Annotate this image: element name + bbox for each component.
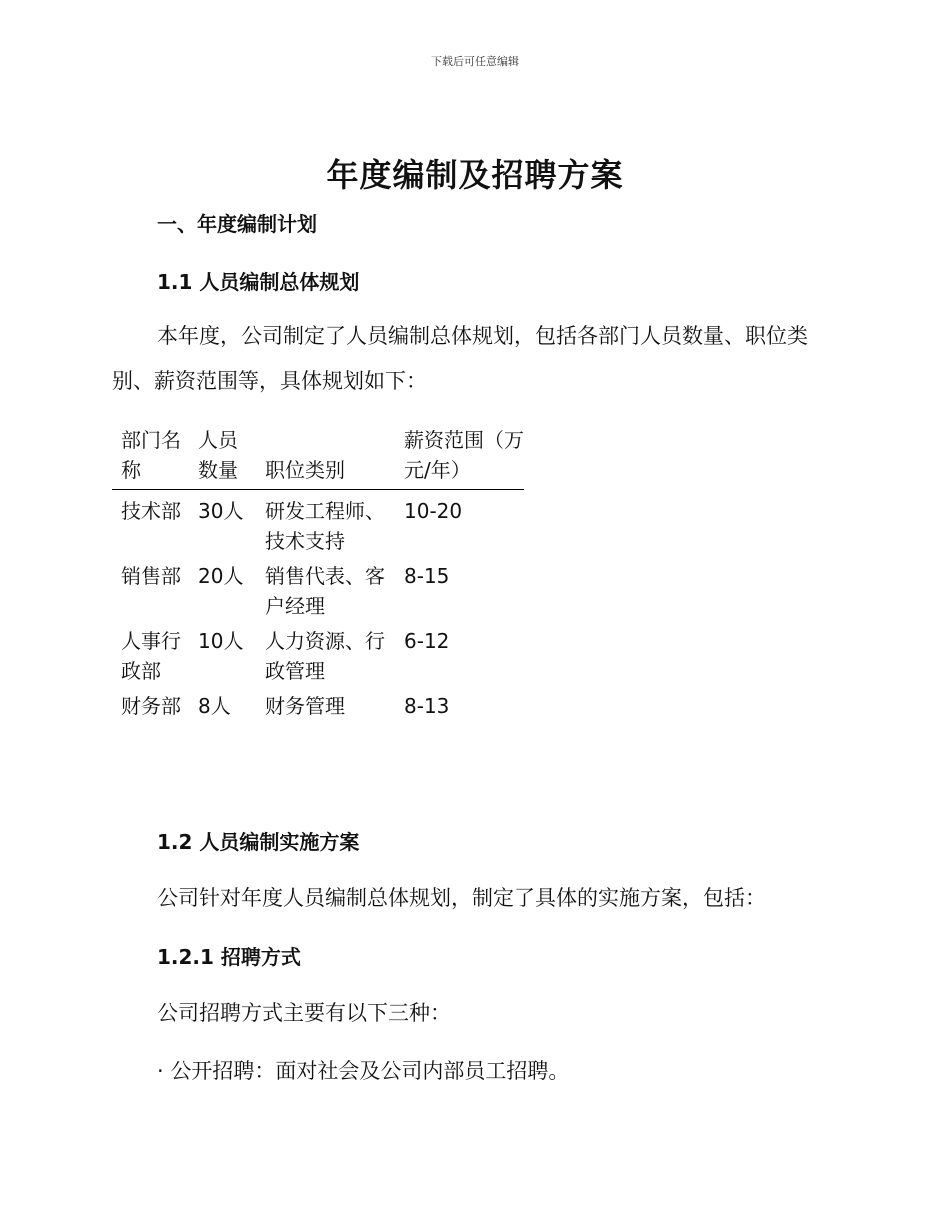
- table-cell: 8人: [198, 694, 231, 718]
- table-cell: 财务部: [121, 694, 181, 718]
- table-cell: 10人: [198, 629, 244, 653]
- table-cell: 人事行政部: [121, 629, 181, 683]
- subsection-heading-1-1: 1.1 人员编制总体规划: [157, 270, 360, 294]
- staffing-table: [112, 425, 524, 726]
- table-row: [112, 490, 524, 562]
- table-cell: 8-13: [404, 694, 450, 718]
- column-header-department: 部门名称: [121, 428, 181, 482]
- subsection-heading-1-2: 1.2 人员编制实施方案: [157, 830, 360, 854]
- section-heading: 一、年度编制计划: [157, 212, 317, 236]
- subsection-heading-1-2-1: 1.2.1 招聘方式: [157, 945, 301, 969]
- table-row: [112, 626, 524, 691]
- paragraph-recruitment-methods: 公司招聘方式主要有以下三种：: [157, 1001, 451, 1025]
- table-cell: 研发工程师、技术支持: [265, 499, 385, 553]
- table-header-row: [112, 425, 524, 490]
- column-header-salary: 薪资范围（万元/年）: [404, 428, 524, 482]
- paragraph-plan-intro: 本年度，公司制定了人员编制总体规划，包括各部门人员数量、职位类别、薪资范围等，具体规划如下：: [112, 324, 808, 393]
- table-cell: 人力资源、行政管理: [265, 629, 385, 683]
- column-header-headcount: 人员数量: [198, 428, 238, 482]
- table-row: [112, 691, 524, 726]
- bullet-item-public-recruitment: · 公开招聘：面对社会及公司内部员工招聘。: [157, 1059, 570, 1083]
- table-row: [112, 561, 524, 626]
- table-cell: 财务管理: [265, 694, 345, 718]
- table-cell: 10-20: [404, 499, 463, 523]
- document-title: 年度编制及招聘方案: [326, 156, 624, 194]
- table-cell: 30人: [198, 499, 244, 523]
- table-cell: 销售代表、客户经理: [265, 564, 385, 618]
- table-cell: 8-15: [404, 564, 450, 588]
- table-cell: 20人: [198, 564, 244, 588]
- table-cell: 6-12: [404, 629, 450, 653]
- table-cell: 销售部: [121, 564, 181, 588]
- paragraph-implementation: 公司针对年度人员编制总体规划，制定了具体的实施方案，包括：: [157, 886, 766, 910]
- header-note: 下载后可任意编辑: [431, 55, 519, 68]
- column-header-position: 职位类别: [265, 458, 345, 482]
- table-cell: 技术部: [121, 499, 181, 523]
